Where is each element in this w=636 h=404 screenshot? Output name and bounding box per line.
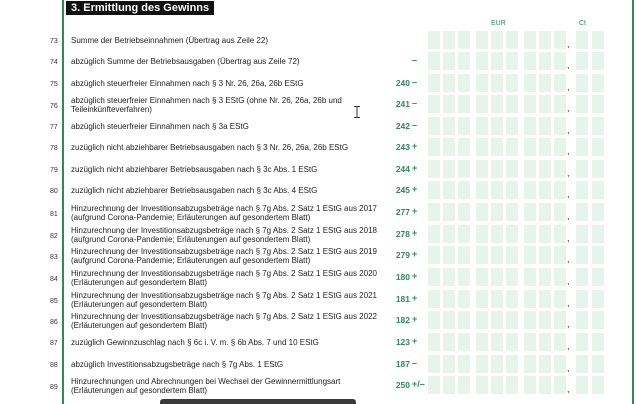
digit-cell[interactable]	[476, 376, 489, 394]
digit-cell[interactable]	[476, 246, 489, 264]
operator-sign: –	[412, 358, 418, 368]
digit-cell[interactable]	[443, 290, 456, 308]
field-code: 240	[395, 78, 410, 88]
row-number: 85	[50, 298, 58, 305]
digit-cell[interactable]	[539, 246, 552, 264]
form-row	[0, 246, 636, 268]
digit-cell[interactable]	[458, 268, 471, 286]
digit-cell[interactable]	[491, 31, 504, 49]
decimal-comma: ,	[567, 60, 570, 70]
form-row	[0, 95, 636, 117]
decimal-comma: ,	[567, 319, 570, 329]
digit-cell[interactable]	[592, 160, 605, 178]
digit-cell[interactable]	[491, 268, 504, 286]
row-label: abzüglich steuerfreier Einnahmen nach § 3 EStG (ohne Nr. 26, 26a, 26b und Teileinkünfteverfahren)	[71, 96, 342, 114]
digit-cell[interactable]	[576, 225, 589, 243]
digit-cell[interactable]	[592, 95, 605, 113]
form-row	[0, 31, 636, 53]
digit-cell[interactable]	[576, 246, 589, 264]
digit-cell[interactable]	[524, 138, 537, 156]
decimal-comma: ,	[567, 363, 570, 373]
form-row	[0, 138, 636, 160]
decimal-comma: ,	[567, 146, 570, 156]
row-number: 80	[50, 188, 58, 195]
digit-cell[interactable]	[576, 376, 589, 394]
operator-sign: –	[412, 120, 418, 130]
row-label: Hinzurechnungen und Abrechnungen bei Wechsel der Gewinnermittlungsart (Erläuterungen auf gesondertem Blatt)	[71, 377, 341, 395]
digit-cell[interactable]	[428, 333, 441, 351]
field-code: 180	[395, 272, 410, 282]
digit-cell[interactable]	[592, 376, 605, 394]
decimal-comma: ,	[567, 168, 570, 178]
row-label: zuzüglich Gewinnzuschlag nach § 6c i. V. m. § 6b Abs. 7 und 10 EStG	[71, 338, 319, 347]
digit-cell[interactable]	[476, 160, 489, 178]
digit-cell[interactable]	[592, 203, 605, 221]
digit-cell[interactable]	[506, 290, 519, 308]
operator-sign: +	[412, 271, 418, 281]
operator-sign: +	[412, 336, 418, 346]
digit-cell[interactable]	[428, 160, 441, 178]
digit-cell[interactable]	[592, 52, 605, 70]
digit-cell[interactable]	[458, 311, 471, 329]
digit-cell[interactable]	[491, 333, 504, 351]
digit-cell[interactable]	[576, 74, 589, 92]
digit-cell[interactable]	[476, 181, 489, 199]
digit-cell[interactable]	[506, 181, 519, 199]
digit-cell[interactable]	[576, 138, 589, 156]
row-number: 77	[50, 124, 58, 131]
operator-sign: +	[412, 184, 418, 194]
digit-cell[interactable]	[592, 290, 605, 308]
digit-cell[interactable]	[443, 95, 456, 113]
digit-cell[interactable]	[491, 376, 504, 394]
digit-cell[interactable]	[576, 311, 589, 329]
digit-cell[interactable]	[554, 225, 567, 243]
digit-cell[interactable]	[443, 246, 456, 264]
operator-sign: +	[412, 228, 418, 238]
field-code: 241	[395, 99, 410, 109]
digit-cell[interactable]	[491, 138, 504, 156]
digit-cell[interactable]	[458, 74, 471, 92]
digit-cell[interactable]	[539, 138, 552, 156]
digit-cell[interactable]	[458, 225, 471, 243]
digit-cell[interactable]	[592, 138, 605, 156]
digit-cell[interactable]	[428, 246, 441, 264]
digit-cell[interactable]	[539, 333, 552, 351]
digit-cell[interactable]	[428, 355, 441, 373]
digit-cell[interactable]	[592, 74, 605, 92]
digit-cell[interactable]	[592, 311, 605, 329]
digit-cell[interactable]	[592, 246, 605, 264]
row-number: 78	[50, 145, 58, 152]
digit-cell[interactable]	[506, 246, 519, 264]
row-label: abzüglich steuerfreier Einnahmen nach § 3 Nr. 26, 26a, 26b EStG	[71, 79, 304, 88]
digit-cell[interactable]	[554, 246, 567, 264]
digit-cell[interactable]	[491, 246, 504, 264]
row-number: 74	[50, 59, 58, 66]
form-row	[0, 311, 636, 333]
digit-cell[interactable]	[539, 355, 552, 373]
digit-cell[interactable]	[491, 181, 504, 199]
decimal-comma: ,	[567, 384, 570, 394]
form-row	[0, 160, 636, 182]
row-label: Hinzurechnung der Investitionsabzugsbeträge nach § 7g Abs. 2 Satz 1 EStG aus 2018 (aufgrund Corona-Pandemie; Erläuterungen auf gesondertem Blatt)	[71, 226, 377, 244]
digit-cell[interactable]	[428, 268, 441, 286]
digit-cell[interactable]	[443, 31, 456, 49]
digit-cell[interactable]	[539, 95, 552, 113]
digit-cell[interactable]	[506, 355, 519, 373]
digit-cell[interactable]	[539, 225, 552, 243]
digit-cell[interactable]	[443, 181, 456, 199]
digit-cell[interactable]	[576, 268, 589, 286]
digit-cell[interactable]	[443, 376, 456, 394]
form-row	[0, 333, 636, 355]
digit-cell[interactable]	[524, 355, 537, 373]
digit-cell[interactable]	[476, 355, 489, 373]
field-code: 244	[395, 164, 410, 174]
digit-cell[interactable]	[554, 333, 567, 351]
operator-sign: +	[412, 206, 418, 216]
operator-sign: +	[412, 163, 418, 173]
row-number: 81	[50, 211, 58, 218]
digit-cell[interactable]	[428, 225, 441, 243]
digit-cell[interactable]	[476, 333, 489, 351]
digit-cell[interactable]	[554, 181, 567, 199]
scroll-indicator[interactable]	[160, 399, 356, 404]
digit-cell[interactable]	[576, 290, 589, 308]
digit-cell[interactable]	[428, 52, 441, 70]
digit-cell[interactable]	[491, 290, 504, 308]
field-code: 278	[395, 229, 410, 239]
row-label: zuzüglich nicht abziehbarer Betriebsausgaben nach § 3 Nr. 26, 26a, 26b EStG	[71, 143, 349, 152]
row-label: Hinzurechnung der Investitionsabzugsbeträge nach § 7g Abs. 2 Satz 1 EStG aus 2022 (Erläuterungen auf gesondertem Blatt)	[71, 312, 377, 330]
row-number: 73	[50, 38, 58, 45]
operator-sign: –	[412, 55, 418, 65]
digit-cell[interactable]	[524, 52, 537, 70]
row-label: Hinzurechnung der Investitionsabzugsbeträge nach § 7g Abs. 2 Satz 1 EStG aus 2021 (Erläuterungen auf gesondertem Blatt)	[71, 291, 377, 309]
row-number: 82	[50, 233, 58, 240]
row-number: 76	[50, 103, 58, 110]
digit-cell[interactable]	[458, 117, 471, 135]
operator-sign: +	[412, 141, 418, 151]
decimal-comma: ,	[567, 39, 570, 49]
digit-cell[interactable]	[476, 117, 489, 135]
digit-cell[interactable]	[428, 376, 441, 394]
digit-cell[interactable]	[476, 95, 489, 113]
digit-cell[interactable]	[476, 268, 489, 286]
digit-cell[interactable]	[458, 376, 471, 394]
row-number: 79	[50, 167, 58, 174]
form-row	[0, 268, 636, 290]
digit-cell[interactable]	[554, 268, 567, 286]
digit-cell[interactable]	[491, 311, 504, 329]
digit-cell[interactable]	[576, 95, 589, 113]
digit-cell[interactable]	[506, 311, 519, 329]
row-label: Summe der Betriebseinnahmen (Übertrag aus Zeile 22)	[71, 36, 268, 45]
digit-cell[interactable]	[428, 74, 441, 92]
row-label: Hinzurechnung der Investitionsabzugsbeträge nach § 7g Abs. 2 Satz 1 EStG aus 2017 (aufgrund Corona-Pandemie; Erläuterungen auf gesondertem Blatt)	[71, 204, 377, 222]
digit-cell[interactable]	[506, 225, 519, 243]
digit-cell[interactable]	[524, 246, 537, 264]
digit-cell[interactable]	[428, 203, 441, 221]
digit-cell[interactable]	[491, 95, 504, 113]
digit-cell[interactable]	[539, 311, 552, 329]
section-title: 3. Ermittlung des Gewinns	[66, 1, 214, 15]
row-label: zuzüglich nicht abziehbarer Betriebsausgaben nach § 3c Abs. 4 EStG	[71, 186, 318, 195]
operator-sign: +	[412, 314, 418, 324]
digit-cell[interactable]	[458, 203, 471, 221]
digit-cell[interactable]	[443, 203, 456, 221]
digit-cell[interactable]	[524, 117, 537, 135]
digit-cell[interactable]	[592, 268, 605, 286]
operator-sign: +	[412, 249, 418, 259]
digit-cell[interactable]	[524, 311, 537, 329]
digit-cell[interactable]	[428, 117, 441, 135]
digit-cell[interactable]	[576, 181, 589, 199]
digit-cell[interactable]	[491, 225, 504, 243]
digit-cell[interactable]	[576, 31, 589, 49]
digit-cell[interactable]	[443, 333, 456, 351]
form-row	[0, 181, 636, 203]
digit-cell[interactable]	[506, 160, 519, 178]
text-cursor-icon	[353, 106, 361, 118]
field-code: 243	[395, 142, 410, 152]
digit-cell[interactable]	[458, 246, 471, 264]
digit-cell[interactable]	[524, 31, 537, 49]
digit-cell[interactable]	[443, 355, 456, 373]
row-number: 83	[50, 254, 58, 261]
digit-cell[interactable]	[428, 181, 441, 199]
digit-cell[interactable]	[524, 225, 537, 243]
digit-cell[interactable]	[491, 355, 504, 373]
row-number: 75	[50, 81, 58, 88]
digit-cell[interactable]	[539, 268, 552, 286]
field-code: 279	[395, 250, 410, 260]
digit-cell[interactable]	[592, 117, 605, 135]
digit-cell[interactable]	[476, 311, 489, 329]
form-row	[0, 376, 636, 398]
digit-cell[interactable]	[539, 74, 552, 92]
digit-cell[interactable]	[524, 333, 537, 351]
row-number: 86	[50, 319, 58, 326]
digit-cell[interactable]	[524, 376, 537, 394]
form-row	[0, 52, 636, 74]
digit-cell[interactable]	[554, 355, 567, 373]
digit-cell[interactable]	[506, 95, 519, 113]
digit-cell[interactable]	[539, 117, 552, 135]
digit-cell[interactable]	[476, 52, 489, 70]
digit-cell[interactable]	[576, 117, 589, 135]
digit-cell[interactable]	[524, 268, 537, 286]
digit-cell[interactable]	[524, 203, 537, 221]
row-label: Hinzurechnung der Investitionsabzugsbeträge nach § 7g Abs. 2 Satz 1 EStG aus 2020 (Erläuterungen auf gesondertem Blatt)	[71, 269, 377, 287]
digit-cell[interactable]	[476, 203, 489, 221]
digit-cell[interactable]	[443, 138, 456, 156]
digit-cell[interactable]	[524, 95, 537, 113]
decimal-comma: ,	[567, 233, 570, 243]
digit-cell[interactable]	[554, 160, 567, 178]
eur-column-header: EUR	[491, 20, 506, 27]
digit-cell[interactable]	[539, 290, 552, 308]
digit-cell[interactable]	[554, 74, 567, 92]
digit-cell[interactable]	[443, 117, 456, 135]
ct-column-header: Ct	[579, 20, 586, 27]
digit-cell[interactable]	[576, 52, 589, 70]
digit-cell[interactable]	[443, 74, 456, 92]
digit-cell[interactable]	[476, 290, 489, 308]
field-code: 250	[395, 380, 410, 390]
digit-cell[interactable]	[491, 117, 504, 135]
digit-cell[interactable]	[554, 31, 567, 49]
digit-cell[interactable]	[539, 181, 552, 199]
digit-cell[interactable]	[491, 160, 504, 178]
digit-cell[interactable]	[491, 203, 504, 221]
digit-cell[interactable]	[539, 31, 552, 49]
digit-cell[interactable]	[576, 160, 589, 178]
digit-cell[interactable]	[458, 160, 471, 178]
digit-cell[interactable]	[428, 311, 441, 329]
row-label: zuzüglich nicht abziehbarer Betriebsausgaben nach § 3c Abs. 1 EStG	[71, 165, 318, 174]
operator-sign: –	[412, 98, 418, 108]
digit-cell[interactable]	[592, 225, 605, 243]
form-row	[0, 74, 636, 96]
operator-sign: +	[412, 293, 418, 303]
digit-cell[interactable]	[428, 31, 441, 49]
digit-cell[interactable]	[506, 268, 519, 286]
digit-cell[interactable]	[476, 74, 489, 92]
digit-cell[interactable]	[554, 95, 567, 113]
digit-cell[interactable]	[554, 117, 567, 135]
row-number: 84	[50, 276, 58, 283]
row-number: 89	[50, 384, 58, 391]
decimal-comma: ,	[567, 211, 570, 221]
digit-cell[interactable]	[539, 203, 552, 221]
digit-cell[interactable]	[506, 333, 519, 351]
digit-cell[interactable]	[428, 138, 441, 156]
row-label: abzüglich Summe der Betriebsausgaben (Übertrag aus Zeile 72)	[71, 57, 300, 66]
digit-cell[interactable]	[458, 95, 471, 113]
field-code: 245	[395, 185, 410, 195]
form-row	[0, 290, 636, 312]
digit-cell[interactable]	[476, 138, 489, 156]
digit-cell[interactable]	[524, 160, 537, 178]
digit-cell[interactable]	[592, 181, 605, 199]
row-number: 88	[50, 362, 58, 369]
digit-cell[interactable]	[506, 203, 519, 221]
digit-cell[interactable]	[524, 290, 537, 308]
digit-cell[interactable]	[443, 52, 456, 70]
digit-cell[interactable]	[539, 376, 552, 394]
form-row	[0, 117, 636, 139]
digit-cell[interactable]	[554, 311, 567, 329]
digit-cell[interactable]	[576, 203, 589, 221]
form-row	[0, 203, 636, 225]
digit-cell[interactable]	[443, 160, 456, 178]
digit-cell[interactable]	[554, 290, 567, 308]
digit-cell[interactable]	[428, 290, 441, 308]
digit-cell[interactable]	[476, 31, 489, 49]
digit-cell[interactable]	[539, 52, 552, 70]
digit-cell[interactable]	[524, 181, 537, 199]
digit-cell[interactable]	[524, 74, 537, 92]
digit-cell[interactable]	[506, 138, 519, 156]
form-row	[0, 355, 636, 377]
digit-cell[interactable]	[576, 355, 589, 373]
operator-sign: +/–	[412, 379, 425, 389]
form-row	[0, 225, 636, 247]
field-code: 242	[395, 121, 410, 131]
decimal-comma: ,	[567, 276, 570, 286]
digit-cell[interactable]	[592, 355, 605, 373]
field-code: 277	[395, 207, 410, 217]
digit-cell[interactable]	[428, 95, 441, 113]
decimal-comma: ,	[567, 341, 570, 351]
digit-cell[interactable]	[491, 52, 504, 70]
digit-cell[interactable]	[576, 333, 589, 351]
digit-cell[interactable]	[592, 31, 605, 49]
digit-cell[interactable]	[476, 225, 489, 243]
digit-cell[interactable]	[554, 203, 567, 221]
digit-cell[interactable]	[554, 52, 567, 70]
digit-cell[interactable]	[506, 117, 519, 135]
digit-cell[interactable]	[458, 52, 471, 70]
digit-cell[interactable]	[443, 311, 456, 329]
field-code: 187	[395, 359, 410, 369]
row-label: Hinzurechnung der Investitionsabzugsbeträge nach § 7g Abs. 2 Satz 1 EStG aus 2019 (aufgrund Corona-Pandemie; Erläuterungen auf gesondertem Blatt)	[71, 247, 377, 265]
digit-cell[interactable]	[458, 31, 471, 49]
decimal-comma: ,	[567, 298, 570, 308]
digit-cell[interactable]	[506, 31, 519, 49]
digit-cell[interactable]	[491, 74, 504, 92]
decimal-comma: ,	[567, 254, 570, 264]
decimal-comma: ,	[567, 103, 570, 113]
digit-cell[interactable]	[458, 290, 471, 308]
decimal-comma: ,	[567, 125, 570, 135]
field-code: 181	[395, 294, 410, 304]
decimal-comma: ,	[567, 82, 570, 92]
digit-cell[interactable]	[458, 355, 471, 373]
digit-cell[interactable]	[443, 268, 456, 286]
row-label: abzüglich steuerfreier Einnahmen nach § 3a EStG	[71, 122, 249, 131]
field-code: 182	[395, 315, 410, 325]
digit-cell[interactable]	[506, 74, 519, 92]
digit-cell[interactable]	[458, 181, 471, 199]
field-code: 123	[395, 337, 410, 347]
digit-cell[interactable]	[443, 225, 456, 243]
digit-cell[interactable]	[539, 160, 552, 178]
row-number: 87	[50, 340, 58, 347]
digit-cell[interactable]	[554, 376, 567, 394]
digit-cell[interactable]	[506, 52, 519, 70]
digit-cell[interactable]	[592, 333, 605, 351]
operator-sign: –	[412, 77, 418, 87]
row-label: abzüglich Investitionsabzugsbeträge nach § 7g Abs. 1 EStG	[71, 360, 284, 369]
digit-cell[interactable]	[458, 138, 471, 156]
decimal-comma: ,	[567, 189, 570, 199]
digit-cell[interactable]	[506, 376, 519, 394]
digit-cell[interactable]	[554, 138, 567, 156]
digit-cell[interactable]	[458, 333, 471, 351]
